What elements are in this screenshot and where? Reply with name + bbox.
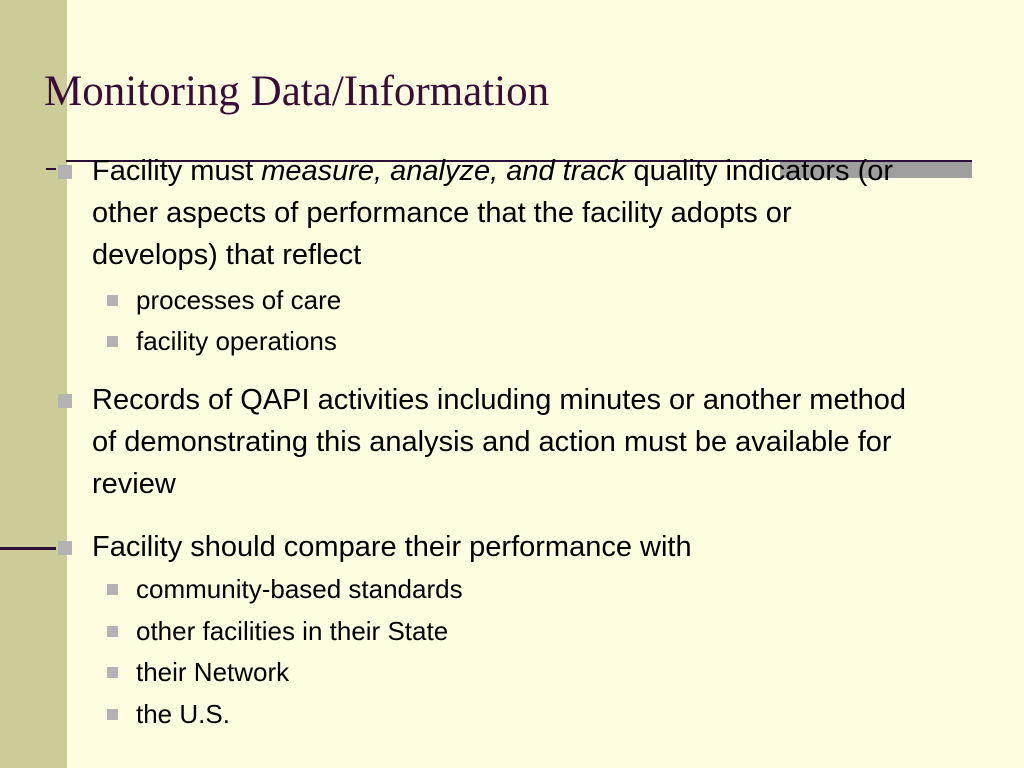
square-bullet-icon (107, 336, 118, 347)
bullet-item-records (56, 379, 916, 505)
bullet-lead-text: Facility must (92, 155, 262, 187)
bullet-tail-text: quality indicators (or other aspects of performance that the facility adopts or develops) that reflect (92, 155, 894, 271)
square-bullet-icon (107, 667, 118, 678)
sub-bullet-text: facility operations (136, 326, 337, 356)
square-bullet-icon (58, 394, 72, 408)
sub-bullet-item (106, 569, 806, 609)
sub-bullet-item (106, 694, 806, 734)
square-bullet-icon (107, 584, 118, 595)
bullet-emphasis-text: measure, analyze, and track (261, 155, 626, 187)
sub-bullet-item (106, 611, 806, 651)
bullet-item-measure (56, 150, 916, 276)
slide-title: Monitoring Data/Information (44, 68, 550, 115)
square-bullet-icon (58, 541, 72, 555)
sub-bullet-item (106, 280, 806, 320)
sub-bullet-item (106, 652, 806, 692)
sub-bullet-text: other facilities in their State (136, 616, 449, 646)
square-bullet-icon (58, 165, 72, 179)
square-bullet-icon (107, 626, 118, 637)
sub-bullet-text: processes of care (136, 285, 342, 315)
bullet-text: Facility should compare their performance with (92, 531, 692, 563)
bullet-item-compare (56, 526, 916, 568)
square-bullet-icon (107, 295, 118, 306)
bullet-text (92, 150, 916, 276)
sub-bullet-text: community-based standards (136, 574, 463, 604)
sub-bullet-text: their Network (136, 657, 290, 687)
square-bullet-icon (107, 709, 118, 720)
sub-bullet-text: the U.S. (136, 699, 230, 729)
sub-bullet-item (106, 321, 806, 361)
bullet-text: Records of QAPI activities including minutes or another method of demonstrating this analysis and action must be available for review (92, 384, 907, 500)
